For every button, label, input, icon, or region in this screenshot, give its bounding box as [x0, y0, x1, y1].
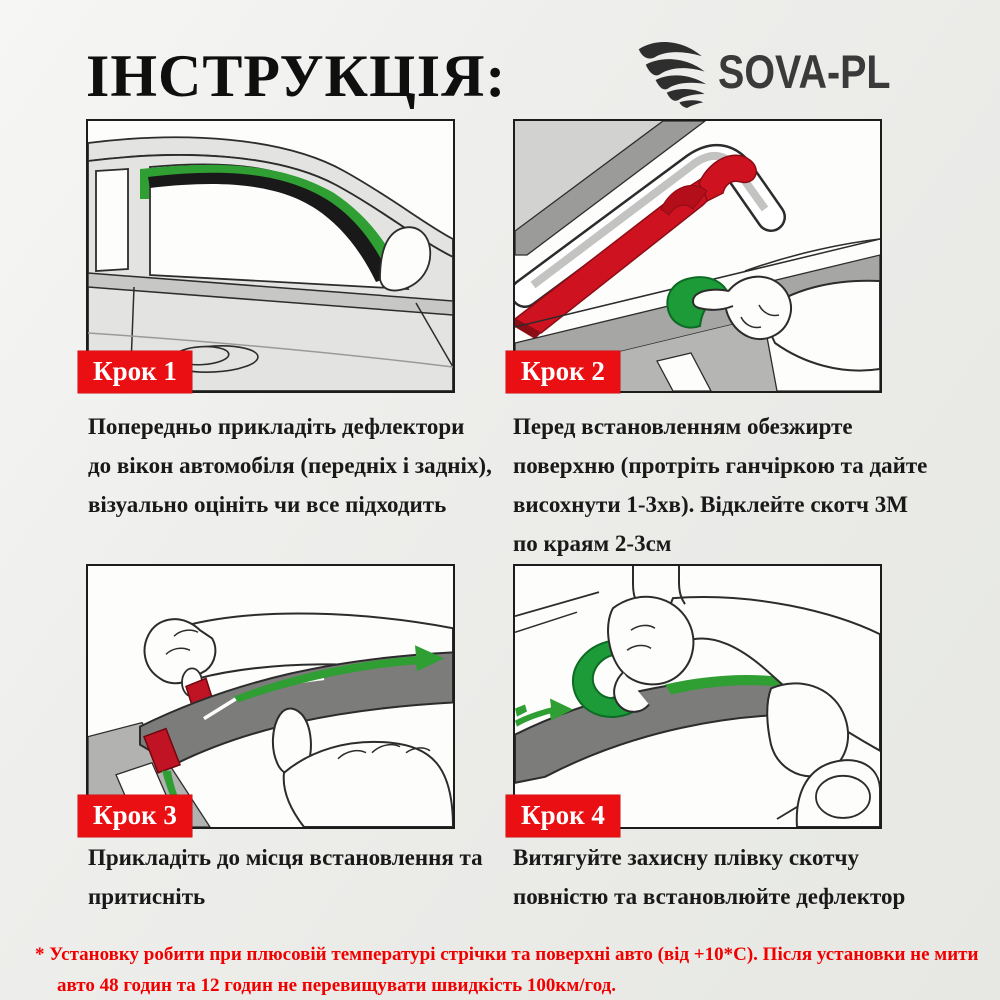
- step-badge-1: Крок 1: [78, 351, 192, 393]
- step-4-line: повністю та встановлюйте дефлектор: [513, 884, 906, 909]
- brand-logo: [636, 34, 936, 114]
- step-4-description: [513, 838, 905, 916]
- step-3-line: Прикладіть до місця встановлення та: [88, 845, 483, 870]
- wing-icon: [636, 34, 720, 112]
- step-2-line: поверхню (протріть ганчіркою та дайте: [513, 453, 928, 478]
- illustration-step-4: [513, 564, 882, 829]
- step-2-line: Перед встановленням обезжирте: [513, 414, 853, 439]
- installation-footnote: [35, 939, 979, 1000]
- step-3-line: притисніть: [88, 884, 206, 909]
- step-badge-3: Крок 3: [78, 795, 192, 837]
- step-badge-4: Крок 4: [506, 795, 620, 837]
- footnote-line: * Установку робити при плюсовій температурі стрічки та поверхні авто (від +10*С). Після установки не мити: [35, 944, 979, 965]
- illustration-step-3: [86, 564, 455, 829]
- page-title: ІНСТРУКЦІЯ:: [86, 43, 507, 109]
- pull-film-drawing: [515, 566, 880, 827]
- press-deflector-drawing: [88, 566, 453, 827]
- brand-name: SOVA-PL: [718, 45, 891, 98]
- step-1-description: [88, 407, 492, 524]
- step-badge-2: Крок 2: [506, 351, 620, 393]
- step-2-line: висохнути 1-3хв). Відклейте скотч 3М: [513, 492, 908, 517]
- step-1-line: Попередньо прикладіть дефлектори: [88, 414, 465, 439]
- step-2-description: [513, 407, 927, 563]
- step-4-line: Витягуйте захисну плівку скотчу: [513, 845, 859, 870]
- step-3-description: [88, 838, 483, 916]
- step-1-line: візуально оцініть чи все підходить: [88, 492, 447, 517]
- footnote-line: авто 48 годин та 12 годин не перевищувати швидкість 100км/год.: [57, 975, 617, 996]
- step-2-line: по краям 2-3см: [513, 531, 672, 556]
- step-1-line: до вікон автомобіля (передніх і задніх),: [88, 453, 492, 478]
